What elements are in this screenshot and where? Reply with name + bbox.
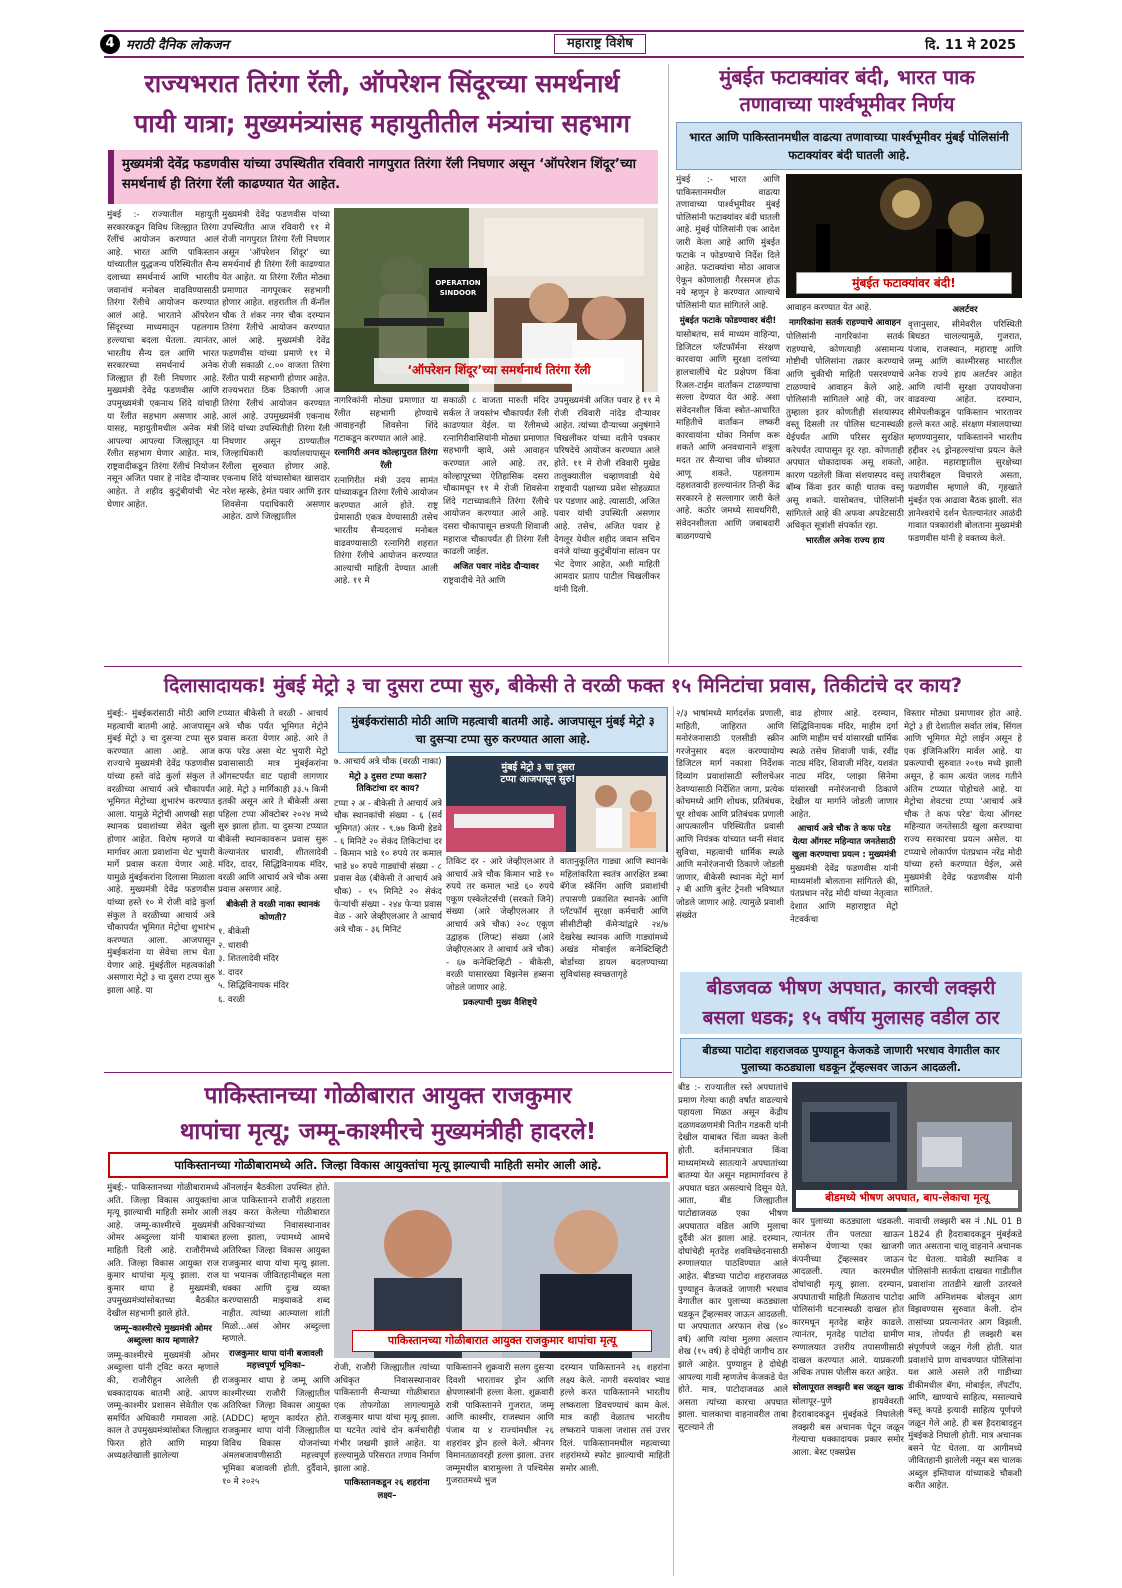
story3-col4 [446, 856, 554, 1068]
story3-col7-subhead: आचार्य अत्रे चौक ते कफ परेड येत्या ऑगस्ट महिन्यात जनतेसाठी खुला करण्याचा प्रयत्न : मुख्यमंत्री [791, 824, 897, 860]
story1-col1 [107, 209, 219, 664]
story3-col7 [790, 708, 898, 970]
story2-col1 [676, 174, 780, 664]
story4-col5-text: दरम्यान पाकिस्तानने २६ शहरांना लक्ष्य केले. नागरी वस्त्यांवर भ्याड हल्ले करत पाकिस्तानने भारतीय लष्कराला डिवचण्याचं काम केलं. मात्र काही वेळातच भारतीय लष्कराने पाकला जशास तसं उत्तर दिलं. पाकिस्तानमधील महत्वाच्या शहरांमध्ये स्फोट झाल्याची माहिती समोर आली. [560, 1363, 670, 1474]
story2-deck: भारत आणि पाकिस्तानमधील वाढत्या तणावाच्या पार्श्वभूमीवर मुंबई पोलिसांनी फटाक्यांवर बंदी घातली आहे. [676, 122, 1022, 170]
story4-col1-text: मुंबई:- पाकिस्तानच्या गोळीबारामध्ये अति. जिल्हा विकास आयुक्तांचा मृत्यू झाल्याची माहिती समोर आली आहे. जम्मू-काश्मीरचे मुख्यमंत्री ओमर अब्दुल्ला यांनी याबाबत माहिती दिली आहे. राजौरीमध्ये अति. जिल्हा विकास आयुक्त राज कुमार थापांचा मृत्यू झाला. राज कुमार थापा हे मुख्यमंत्री, उपमुख्यमंत्र्यांसोबतच्या बैठकीत देखील सहभागी झाले होते. [107, 1183, 219, 1319]
story1-col5-text: उपमुख्यमंत्री अजित पवार हे ११ मे रोजी रविवारी नांदेड दौऱ्यावर आहेत. त्यांच्या दौऱ्याच्या अनुषंगाने चिखलीकर यांच्या वतीने पत्रकार परिषदेचे आयोजन करण्यात आले होते. ११ मे रोजी रविवारी मुखेड तालुक्यातील चव्हाणवाडी येथे राष्ट्रवादी पक्षाच्या प्रवेश सोहळ्यात पर पडणार आहे. त्यासाठी, अजित पवार यांची उपस्थिती असणार आहे. तसेच, अजित पवार हे देगलूर येथील शहीद जवान सचिन वनंजे यांच्या कुटुंबीयांना सांत्वन पर भेट देणार आहेत, अशी माहिती आमदार प्रताप पाटील चिखलीकर यांनी दिली. [554, 396, 660, 595]
story2-col2 [786, 302, 904, 664]
story1-col5 [554, 395, 660, 665]
story2-col2-text: आवाहन करण्यात येत आहे. [786, 303, 872, 313]
story2-photo [786, 174, 1022, 298]
story1-deck: मुख्यमंत्री देवेंद्र फडणवीस यांच्या उपस्थितीत रविवारी नागपुरात तिरंगा रॅली निघणार असून ‘ऑपरेशन शिंदूर’च्या समर्थनार्थ ही तिरंगा रॅली काढण्यात येत आहेत. [108, 150, 658, 204]
story4-col2-text: ऑनलाईन बैठकीला उपस्थित होते. आज पाकिस्तानने राजौरी शहराला लक्ष्य करत केलेल्या गोळीबारात अधिकाऱ्यांच्या निवासस्थानावर हल्ला झाला, ज्यामध्ये आमचे अतिरिक्त जिल्हा विकास आयुक्त राजकुमार थापा यांचा मृत्यू झाला. या भयानक जीवितहानीबद्दल मला धक्का आणि दुःख व्यक्त करण्यासाठी माझ्याकडे शब्द नाहीत. त्यांच्या आत्म्याला शांती मिळो...असं ओमर अब्दुल्ला म्हणाले. [222, 1183, 330, 1345]
story5-col2 [792, 1216, 904, 1576]
story2-col3 [908, 302, 1022, 664]
story1-photo-caption: ‘ऑपरेशन शिंदूर’च्या समर्थनार्थ तिरंगा रॅली [374, 358, 624, 384]
story5-photo [792, 1082, 1022, 1212]
story2-col1-text: मुंबई :- भारत आणि पाकिस्तानमधील वाढत्या तणावाच्या पार्श्वभूमीवर मुंबई पोलिसांनी फटाक्यांवर बंदी घातली आहे. मुंबई पोलिसांनी एक आदेश जारी केला आहे आणि मुंबईत फटाके न फोडण्याचे निर्देश दिले आहेत. फटाक्यांचा मोठा आवाज ऐकून कोणालाही गैरसमज होऊ नये म्हणून हे करण्यात आल्याचे पोलिसांनी यात सांगितले आहे. [676, 175, 780, 311]
story3-col1 [107, 708, 215, 1068]
story3-photo-text: मुंबई मेट्रो ३ चा दुसरा टप्पा आजपासून सुरु! [500, 762, 576, 785]
story5-deck: बीडच्या पाटोदा शहराजवळ पुण्याहून केजकडे जाणारी भरधाव वेगातील कार पुलाच्या कठड्याला धडकून ट्रॅव्हल्सवर जाऊन आदळली. [680, 1038, 1022, 1078]
story4-col2-subhead: राजकुमार थापा यांनी बजावली महत्त्वपूर्ण भूमिका– [229, 1348, 323, 1372]
story2-col3-subhead: अलर्टवर [952, 305, 978, 315]
story5-photo-caption: बीडमध्ये भीषण अपघात, बाप-लेकाचा मृत्यू [796, 1190, 1018, 1208]
story4-col1b-text: जम्मू-काश्मीरचे मुख्यमंत्री ओमर अब्दुल्ला यांनी ट्विट करत म्हणाले की, राजौरीहून आलेली ही धक्कादायक बातमी आहे. आपण जम्मू-काश्मीर प्रशासन सेवेतील एक समर्पित अधिकारी गमावला आहे. काल ते उपमुख्यमंत्र्यांसोबत जिल्ह्यात फिरत होते आणि माझ्या अध्यक्षतेखाली झालेल्या [107, 1350, 219, 1462]
story4-deck: पाकिस्तानच्या गोळीबारामध्ये अति. जिल्हा विकास आयुक्तांचा मृत्यू झाल्याची माहिती समोर आली आहे. [108, 1152, 668, 1178]
story2-col2-subhead: नागरिकांना सतर्क राहण्याचे आवाहन [789, 317, 901, 328]
story5-headline [680, 972, 1022, 1034]
story3-col5 [560, 856, 668, 1068]
operation-sindoor-badge: OPERATION SINDOOR [435, 279, 481, 297]
story4-headline-line1: पाकिस्तानच्या गोळीबारात आयुक्त राजकुमार [204, 1083, 572, 1109]
station-item: ६. वरळी [218, 994, 245, 1005]
story2-col2b-text: पोलिसांनी नागरिकांना सतर्क राहण्याचे, कोणत्याही असामान्य गोष्टीची पोलिसांना तक्रार करण्याचे आणि चुकीची माहिती पसरवण्याचे टाळण्याचे आवाहन केले आहे. पोलिसांनी सांगितले आहे की, जर तुम्हाला इतर कोणतीही संशयास्पद वस्तू दिसली तर पोलिस घटनास्थळी येईपर्यंत आणि परिसर सुरक्षित करेपर्यंत त्यापासून दूर रहा. कोणताही अपघात धोकादायक असू शकतो, कारण पडलेली किंवा संशयास्पद वस्तू बॉम्ब किंवा इतर काही घातक वस्तू असू शकते. यासोबतच, पोलिसांनी सांगितले आहे की अफवा अपडेटसाठी अधिकृत सूत्रांशी संपर्कात रहा. [786, 332, 904, 532]
story3-col2 [218, 708, 328, 1068]
story3-deck: मुंबईकरांसाठी मोठी आणि महत्वाची बातमी आहे. आजपासून मुंबई मेट्रो ३ चा दुसऱ्या टप्पा सुरु करण्यात आला आहे. [338, 707, 668, 753]
paper-name: मराठी दैनिक लोकजन [126, 38, 229, 53]
story1-col1-text: मुंबई :- राज्यातील महायुती सरकारकडून विविध जिल्ह्यात तिरंगा रॅलींचं आयोजन करण्यात आलं आहे. भारत आणि पाकिस्तान यांच्यातील युद्धजन्य परिस्थितीत सैन्य दलाच्या समर्थनार्थ आणि भारतीय जवानांचं मनोबल वाढविण्यासाठी तिरंगा रॅलीचे आयोजन करण्यात आलं आहे. भारताने ऑपरेशन सिंदूरच्या माध्यमातून पहलगाम हल्ल्याचा बदला घेतला. त्यानंतर, भारतीय सैन्य दल आणि भारत सरकारच्या समर्थनार्थ अनेक जिल्ह्यात ही रॅली निघणार आहे. मुख्यमंत्री देवेंद्र फडणवीस आणि उपमुख्यमंत्री एकनाथ शिंदे यांचाही या रॅलीत सहभाग असणार आहे. यासह, महायुतीमधील अनेक मंत्री आपल्या आपल्या जिल्ह्यातून या रॅलीत सहभाग घेणार आहेत. मात्र, राष्ट्रवादीकडून तिरंगा रॅलीचं नियोजन नसून अजित पवार हे नांदेड दौऱ्यावर आहेत. ते शहीद कुटुंबीयांची भेट घेणार आहेत. [107, 210, 219, 510]
issue-date: दि. 11 मे 2025 [925, 38, 1016, 53]
story4-col2 [222, 1182, 330, 1576]
story5-col3-text: नावाची लक्झरी बस नं .NL 01 B 1824 ही हैदराबादकडून मुंबईकडे जात असताना चालू वाहनाने अचानक पेट घेतला. यावेळी स्थानिक व पोलिसांनी सतर्कता दाखवत गाडीतील प्रवाशांना तातडीने खाली उतरवले आणि अग्निशमक बोलवून आग विझवण्यास सुरुवात केली. दोन तासांच्या प्रयत्नानंतर आग विझली. मात्र, तोपर्यंत ही लक्झरी बस संपूर्णपणे जळून गेली होती. यात प्रवाशांचे प्राण वाचवण्यात पोलिसांना यश आले असले तरी गाडीच्या डीकीमधील बॅगा, मोबाईल, लॅपटॉप, आणि, खाण्याचे साहित्य, मसाल्याचे वस्तू कपडे इत्यादी साहित्य पूर्णपणे जळून गेले आहे. ही बस हैदराबादहून मुंबईकडे निघाली होती. मात्र अचानक बसने पेट घेतला. या आगीमध्ये जीवितहानी झालेली नसून बस चालक अब्दुल इम्तियाज यांच्याकडे चौकशी करीत आहेत. [908, 1217, 1022, 1492]
story3-col3b-text: टप्पा २ अ - बीकेसी ते आचार्य अत्रे चौक स्थानकांची संख्या - ६ (सर्व भूमिगत) अंतर - ९.७७ किमी हेडवे - ६ मिनिटे २० सेकंद तिकिटांचा दर - किमान भाडे १० रुपये तर कमाल भाडे ४० रुपये गाड्यांची संख्या - ८ प्रवास वेळ (बीकेसी ते आचार्य अत्रे चौक) - १५ मिनिटे २० सेकंद फेऱ्यांची संख्या - २४४ फेऱ्या प्रवास वेळ - आरे जेव्हीएलआर ते आचार्य अत्रे चौक - ३६ मिनिटं [334, 798, 442, 935]
story2-col1-subhead: मुंबईत फटाके फोडण्यावर बंदी! [679, 315, 777, 326]
story4-col4-text: पाकिस्तानने शुक्रवारी सलग दुसऱ्या दिवशी भारतावर ड्रोन आणि क्षेपणास्त्रांनी हल्ला केला. शुक्रवारी रात्री पाकिस्तानने गुजरात, जम्मू आणि काश्मीर, राजस्थान आणि पंजाब या ४ राज्यांमधील २६ शहरांवर ड्रोन हल्ले केले. श्रीनगर विमानतळावरही हल्ला झाला. उत्तर जम्मूमधील बारामुल्ला ते पश्चिमेस गुजरातमध्ये भुज [446, 1363, 554, 1487]
divider-middle [104, 1072, 672, 1073]
story4-photo-caption: पाकिस्तानच्या गोळीबारात आयुक्त राजकुमार थापांचा मृत्यू [352, 1330, 652, 1352]
story4-headline [104, 1078, 672, 1150]
story4-col3 [334, 1362, 440, 1576]
column-rule [668, 64, 669, 664]
story1-col4 [443, 395, 549, 665]
station-item: ५. सिद्धिविनायक मंदिर [218, 981, 289, 992]
story3-col3-subhead: मेट्रो ३ दुसरा टप्पा कसा? तिकिटांचा दर काय? [349, 771, 427, 795]
story5-col3 [908, 1216, 1022, 1576]
story1-col3 [334, 395, 438, 665]
story5-headline-line1: बीडजवळ भीषण अपघात, कारची लक्झरी [706, 977, 996, 999]
story3-col8-text: विस्तार मोठ्या प्रमाणावर होत आहे. मेट्रो ३ ही देशातील सर्वात लांब, सिंगल आणि भूमिगत मेट्रो लाईन असून हे एक इंजिनिअरिंग मार्वल आहे. या प्रकल्पाची सुरुवात २०१७ मध्ये झाली असून, हे काम अत्यंत जलद गतीने अंतिम टप्प्यात पोहोचले आहे. या मेट्रोचा शेवटचा टप्पा 'आचार्य अत्रे चौक ते कफ परेड' येत्या ऑगस्ट महिन्यात जनतेसाठी खुला करण्याचा राज्य सरकारचा प्रयत्न असेल. या टप्प्याचे लोकार्पण पंतप्रधान नरेंद्र मोदी यांच्या हस्ते करण्यात येईल, असे मुख्यमंत्री देवेंद्र फडणवीस यांनी सांगितले. [904, 709, 1022, 896]
story1-col4-subhead: अजित पवार नांदेड दौऱ्यावर [453, 561, 539, 572]
story2-col2-subhead2: भारतील अनेक राज्य हाय [805, 535, 885, 546]
story2-headline [672, 64, 1022, 118]
column-rule [673, 706, 674, 1576]
section-label: महाराष्ट्र विशेष [554, 34, 646, 54]
story1-headline-line1: राज्यभरात तिरंगा रॅली, ऑपरेशन सिंदूरच्या समर्थनार्थ [144, 69, 620, 98]
story4-col4 [446, 1362, 554, 1576]
story3-col7-text: वाढ होणार आहे. दरम्यान, सिद्धिविनायक मंदिर, माहीम दर्गा आणि माहीम चर्च यांसारखी धार्मिक स्थळे तसेच शिवाजी पार्क, रवींद्र नाट्य मंदिर, शिवाजी मंदिर, यशवंत नाट्य मंदिर, प्लाझा सिनेमा यांसारखी मनोरंजनाची ठिकाणे देखील या मार्गाने जोडली जाणार आहेत. [790, 709, 898, 820]
story1-col2-text: मुख्यमंत्री देवेंद्र फडणवीस यांच्या उपस्थितीत आज रविवारी ११ मे रोजी नागपुरात तिरंगा रॅली निघणार असून 'ऑपरेशन शिंदूर' च्या समर्थनार्थ ही तिरंगा रॅली काढण्यात येत आहेत. या तिरंगा रॅलीत मोठ्या प्रमाणात नागपूरकर सहभागी होणार आहेत. शहरातील ती कॅनॉल चौक ते शंकर नगर चौक दरम्यान तिरंगा रॅलीचे आयोजन करण्यात आलं आहे. मुख्यमंत्री देवेंद्र फडणवीस यांच्या प्रमाणे ११ मे रोजी सकाळी ८.०० वाजता तिरंगा रॅलीत पायी सहभागी होणार आहेत. राज्यभरात ठिक ठिकाणी आज तिरंगा रॅलीचं आयोजन करण्यात आलं आहे. उपमुख्यमंत्री एकनाथ शिंदे यांच्या उपस्थितीही तिरंगा रॅली निघणार असून ठाण्यातील जिल्हाधिकारी कार्यालयापासून रॅलीला सुरुवात होणार आहे. एकनाथ शिंदे यांच्यासोबत खासदार नरेश म्हस्के, हेमंत पवार आणि इतर शिवसेना पदाधिकारी असणार आहेत. ठाणे जिल्ह्यातील [222, 210, 330, 523]
story3-col8 [904, 708, 1022, 970]
story4-col3-subhead: पाकिस्तानकडून २६ शहरांना लक्ष्य– [344, 1478, 430, 1501]
divider-top [104, 666, 1022, 667]
story3-col2-subhead: बीकेसी ते वरळी नाका स्थानकं कोणती? [226, 899, 320, 923]
story3-col4-subhead: प्रकल्पाची मुख्य वैशिष्ट्ये [463, 997, 537, 1008]
story1-headline-line2: पायी यात्रा; मुख्यमंत्र्यांसह महायुतीतील मंत्र्यांचा सहभाग [134, 109, 630, 138]
story3-col6 [676, 708, 784, 970]
station-item: १. बीकेसी [218, 927, 250, 938]
story5-col1 [678, 1082, 788, 1576]
story3-col7b-text: मुख्यमंत्री देवेंद्र फडणवीस यांनी माध्यमांशी बोलताना सांगितले की, पंतप्रधान नरेंद्र मोदी यांच्या नेतृत्वात देशात आणि महाराष्ट्रात मेट्रो नेटवर्कचा [790, 864, 898, 925]
story4-col1-subhead: जम्मू–काश्मीरचे मुख्यमंत्री ओमर अब्दुल्ला काय म्हणाले? [114, 1323, 212, 1347]
story1-col2 [222, 209, 330, 664]
story5-headline-line2: बसला धडक; १५ वर्षीय मुलासह वडील ठार [702, 1007, 1000, 1029]
story4-col2b-text: राजकुमार थापा हे जम्मू आणि काश्मीरच्या राजौरी जिल्ह्यातील अतिरिक्त जिल्हा विकास आयुक्त (ADDC) म्हणून कार्यरत होते. राजकुमार थापा यांनी जिल्ह्यातील विविध विकास योजनांच्या अंमलबजावणीसाठी महत्त्वपूर्ण भूमिका बजावली होती. दुर्दैवाने, १० मे २०२५ [222, 1375, 330, 1487]
story5-col2-text: कार पुलाच्या कठड्याला धडकली. त्यानंतर तीन पलट्या खाऊन समोरून येणाऱ्या एका खाजगी कंपनीच्या ट्रॅव्हल्सवर जाऊन आदळली. त्यात कारमधील दोघांचाही मृत्यू झाला. दरम्यान, अपघाताची माहिती मिळताच पाटोदा पोलिसांनी घटनास्थळी दाखल होत कारमधून मृतदेह बाहेर काढले. त्यानंतर, मृतदेह पाटोदा ग्रामीण रुग्णालयात उत्तरीय तपासणीसाठी दाखल करण्यात आले. याप्रकरणी अधिक तपास पोलीस करत आहेत. [792, 1217, 904, 1379]
story5-col2b-text: सोलापूर–पुणे हायवेवरती हैदराबादकडून मुंबईकडे निघालेली लक्झरी बस अचानक पेटून जळून गेल्याचा धक्कादायक प्रकार समोर आला. बेस्ट एक्सप्रेस [792, 1397, 904, 1458]
story1-col4b-text: राष्ट्रवादीचे नेते आणि [443, 576, 506, 587]
story3-col1-text: मुंबई:- मुंबईकरांसाठी मोठी आणि महत्वाची बातमी आहे. आजपासून मुंबई मेट्रो ३ चा दुसऱ्या टप्पा सुरु करण्यात आला आहे. आज राज्याचे मुख्यमंत्री देवेंद्र फडणवीस यांच्या हस्ते वांद्रे कुर्ला संकुल ते वरळीच्या आचार्य अत्रे चौकापर्यंत भूमिगत मेट्रोच्या शुभारंभ करण्यात आला. यामुळे मेट्रोची आणखी सहा स्थानक प्रवाशांच्या सेवेत खुली होणार आहेत. विशेष म्हणजे या मार्गावर आता प्रवाशांना थेट भुयारी मार्गे प्रवास करता येणार आहे. यामुळे मुंबईकरांना दिलासा मिळाला आहे. मुख्यमंत्री देवेंद्र फडणवीस यांच्या हस्ते १० मे रोजी वांद्रे कुर्ला संकुल ते वरळीच्या आचार्य अत्रे चौकापर्यंत भूमिगत मेट्रोचा शुभारंभ करण्यात आला. आजपासून मुंबईकरांना या सेवेचा लाभ घेता येणार आहे. मुंबईतील महत्वकांक्षी असणारा मेट्रो ३ चा दुसरा टप्पा सुरु झाला आहे. या [107, 709, 215, 997]
story1-headline [104, 64, 660, 144]
story4-photo [334, 1182, 670, 1358]
story1-col3-subhead: रत्नागिरी अनव कोल्हापुरात तिरंगा रॅली [334, 448, 438, 471]
story4-col5 [560, 1362, 670, 1576]
story3-col2-text: टप्प्यात बीकेसी ते वरळी - आचार्य अत्रे चौक पर्यंत भूमिगत मेट्रोने प्रवास करता येणार आहे. आरे ते कफ परेड असा थेट भुयारी मेट्रो प्रवासासाठी मात्र मुंबईकरांना ऑगस्टपर्यंत वाट पहावी लागणार आहे. मेट्रो ३ मार्गिकाही ३३.५ किमी इतकी असून आरे ते बीकेसी असा पहिला टप्पा ऑक्टोबर २०२४ मध्ये सुरु झाला होता. या दुसऱ्या टप्प्यात बीकेसी स्थानकावरून प्रवास सुरू केल्यानंतर धारावी, शीतलादेवी मंदिर, दादर, सिद्धिविनायक मंदिर, वरळी आणि आचार्य अत्रे चौक असा प्रवास असणार आहे. [218, 709, 328, 896]
story3-col3-text: ७. आचार्य अत्रे चौक (वरळी नाका) [334, 757, 442, 767]
story5-col2-subhead: सोलापूरात लक्झरी बस जळून खाक [792, 1382, 904, 1393]
story2-headline-line2: तणावाच्या पार्श्वभूमीवर निर्णय [739, 92, 955, 116]
station-list [218, 926, 328, 1007]
page-number: 4 [100, 34, 120, 54]
story3-col6-text: २/३ भाषांमध्ये मार्गदर्शक प्रणाली, माहिती, जाहिरात आणि मनोरंजनासाठी एलसीडी स्क्रीन गरजेनुसार बदल करण्यायोग्य डिजिटल मार्ग नकाशा निर्देशक दिव्यांग प्रवाशांसाठी स्लीलचेअर ठेवण्यासाठी निर्देशित जागा, प्रत्येक कोचमध्ये आगि शोधक, प्रतिबंधक, धूर शोधक आणि प्रतिबंधक प्रणाली आपत्कालीन परिस्थितीत प्रवासी आणि नियंत्रक यांच्यात ध्वनी संवाद सुविधा, महत्वाची धार्मिक स्थळे आणि मनोरंजनाची ठिकाणे जोडली जाणार, बीकेसी स्थानक मेट्रो मार्ग २ बी आणि बुलेट ट्रेनशी भविष्यात जोडले जाणार आहे. त्यामुळे प्रवाशी संख्येत [676, 709, 784, 921]
story3-col4-text: तिकिट दर - आरे जेव्हीएलआर ते आचार्य अत्रे चौक किमान भाडे १० रुपये तर कमाल भाडे ६० रुपये एकूण एस्केलेटर्सची (सरकते जिने) संख्या (आरे जेव्हीएलआर ते आचार्य अत्रे चौक) २०८ एकूण उद्वाहक (लिफ्ट) संख्या (आरे जेव्हीएलआर ते आचार्य अत्रे चौक) - ६७ कनेक्टिव्हिटी - बीकेसी, वरळी यासारख्या बिझनेस हब्सना जोडले जाणार आहे. [446, 857, 554, 993]
story4-col3-text: रोजी, राजौरी जिल्ह्यातील त्यांच्या अधिकृत निवासस्थानावर पाकिस्तानी सैन्याच्या गोळीबारात एक तोफगोळा लागल्यामुळे राजकुमार थापा यांचा मृत्यू झाला. या घटनेत त्यांचे दोन कर्मचारीही गंभीर जखमी झाले आहेत. या हल्ल्यामुळे परिसरात तणाव निर्माण झाला आहे. [334, 1363, 440, 1474]
story2-col1b-text: यासोबतच, सर्व माध्यम वाहिन्या, डिजिटल प्लॅटफॉर्मना संरक्षण कारवाया आणि सुरक्षा दलांच्या हालचालींचे थेट प्रक्षेपण किंवा रिअल-टाईम वार्तांकन टाळण्याचा सल्ला देण्यात येत आहे. अशा संवेदनशील किंवा स्त्रोत-आधारित माहितीचे वार्तांकन लष्करी कारवायांना धोका निर्माण करू शकते आणि अनवधानाने शत्रूला मदत तर सैन्याचा जीव धोक्यात आणू शकते. पहलगाम दहशतवादी हल्ल्यानंतर तिन्ही केंद्र सरकारने हे सल्लागार जारी केले आहे. कठोर जमध्ये सावधगिरी, संवेदनशीलता आणि जबाबदारी बाळगण्याचे [676, 330, 780, 542]
story3-col5-text: वातानुकूलित गाड्या आणि स्थानके महिलांकरिता स्वतंत्र आरक्षित डब्बा बॅगेज स्कॅनिंग आणि प्रवाशांची तपासणी प्रकाशित स्थानके आणि प्लॅटफॉर्म सुरक्षा कर्मचारी आणि सीसीटीव्ही कॅमेऱ्यांद्वारे २४/७ देखरेख स्थानक आणि गाड्यांमध्ये अखंड मोबाईल कनेक्टिव्हिटी बोर्डाच्या डायल बदलण्याच्या सुविधांसह स्वच्छतागृहे [560, 857, 668, 981]
station-item: २. धारावी [218, 940, 249, 951]
story5-col1-text: बीड :- राज्यातील रस्ते अपघातांचे प्रमाण गेल्या काही वर्षांत वाढल्याचे पहायला मिळत असून केंद्रीय दळणवळणमंत्री नितीन गडकरी यांनी देखील याबाबत चिंता व्यक्त केली होती. वर्तमानपत्रात किंवा माध्यमांमध्ये सातत्याने अपघातांच्या बातम्या येत असून महामार्गावरच हे अपघात घडत असल्याचे दिसून येते. आता, बीड जिल्ह्यातील पाटोद्याजवळ एका भीषण अपघातात वडिल आणि मुलाचा दुर्दैवी अंत झाला आहे. दरम्यान, दोघांचेही मृतदेह शवविच्छेदनासाठी रुग्णालयात पाठविण्यात आले आहेत. बीडच्या पाटोदा शहराजवळ पुण्याहून केजकडे जाणारी भरधाव वेगातील कार पुलाच्या कठड्याला धडकून ट्रॅव्हल्सवर जाऊन आदळली. या अपघातात अरफान शेख (४० वर्ष) आणि त्यांचा मुलगा अल्तान शेख (१५ वर्ष) हे दोघेही जागीच ठार झाले आहेत. पुण्याहून हे दोघेही आपल्या गावी म्हणजेच केजकडे येत होते. मात्र, पाटोदाजवळ आले असता त्यांच्या कारचा अपघात झाला. चालकाचा वाहनावरील ताबा सुटल्याने ती [678, 1083, 788, 1434]
story3-headline: दिलासादायक! मुंबई मेट्रो ३ चा दुसरा टप्पा सुरु, बीकेसी ते वरळी फक्त १५ मिनिटांचा प्रवास, तिकीटांचे दर काय? [163, 674, 963, 697]
story1-col3b-text: रत्नागिरीत मंत्री उदय सामंत यांच्याकडून तिरंगा रॅलीचे आयोजन करण्यात आले होते. राष्ट्र प्रेमासाठी एकत्र येण्यासाठी तसेच भारतीय सैन्यदलाचं मनोबल वाढवण्यासाठी रत्नागिरी शहरात तिरंगा रॅलीचे आयोजन करण्यात आल्याची माहिती देण्यात आली आहे. ११ मे [334, 475, 438, 587]
station-item: ३. शितलादेवी मंदिर [218, 954, 279, 965]
story1-col3-text: नागरिकांनी मोठ्या प्रमाणात या रॅलीत सहभागी होण्याचे आवाहनही शिवसेना शिंदे गटाकडून करण्यात आले आहे. [334, 396, 438, 444]
story4-col1 [107, 1182, 219, 1576]
story3-col3 [334, 756, 442, 1068]
story4-headline-line2: थापांचा मृत्यू; जम्मू-काश्मीरचे मुख्यमंत्रीही हादरले! [179, 1119, 597, 1145]
story1-photo [334, 208, 658, 392]
masthead [104, 30, 1024, 58]
story2-col3-text: वृत्तानुसार, सीमेवरील परिस्थिती बिघडत चालल्यामुळे, गुजरात, पंजाब, राजस्थान, महाराष्ट्र आणि जम्मू आणि काश्मीरसह भारतील अनेक राज्ये हाय अलर्टवर आहेत आणि त्यांनी सुरक्षा उपाययोजना वाढवल्या आहेत. दरम्यान, सीमेपलीकडून पाकिस्तान भारतावर हल्ले करत आहे. संरक्षण मंत्रालयाच्या म्हणण्यानुसार, पाकिस्तानने भारतीय हद्दीवर २६ ड्रोनहल्ल्यांचा प्रयत्न केले आहेत. महाराष्ट्रातील सुरक्षेच्या तयारीबद्दल विचारले असता, फडणवीस म्हणाले की, गृहखाते मुंबईत एक आढावा बैठक झाली. संत ज्ञानेश्वरांचे दर्शन घेतल्यानंतर आळंदी गावात पत्रकारांशी बोलताना मुख्यमंत्री फडणवीस यांनी हे वक्तव्य केले. [908, 319, 1022, 544]
station-item: ४. दादर [218, 967, 243, 978]
story3-photo [446, 756, 668, 852]
story2-headline-line1: मुंबईत फटाक्यांवर बंदी, भारत पाक [719, 65, 975, 89]
story2-photo-caption: मुंबईत फटाक्यांवर बंदी! [796, 272, 1012, 294]
story1-col4-text: सकाळी ८ वाजता मारुती मंदिर सर्कल ते जयस्तंभ चौकापर्यंत रॅली काढण्यात येईल. या रॅलीमध्ये रत्नागिरीवासियांनी मोठ्या प्रमाणात सहभागी व्हावे, असे आवाहन करण्यात आले आहे. तर, कोल्हापूरच्या ऐतिहासिक दसरा चौकामधून ११ मे रोजी शिवसेना शिंदे गटाच्यावतीने तिरंगा रॅलीचे आयोजन करण्यात आले आहे. दसरा चौकापासून छत्रपती शिवाजी महाराज चौकापर्यंत ही तिरंगा रॅली काढली जाईल. [443, 396, 549, 558]
